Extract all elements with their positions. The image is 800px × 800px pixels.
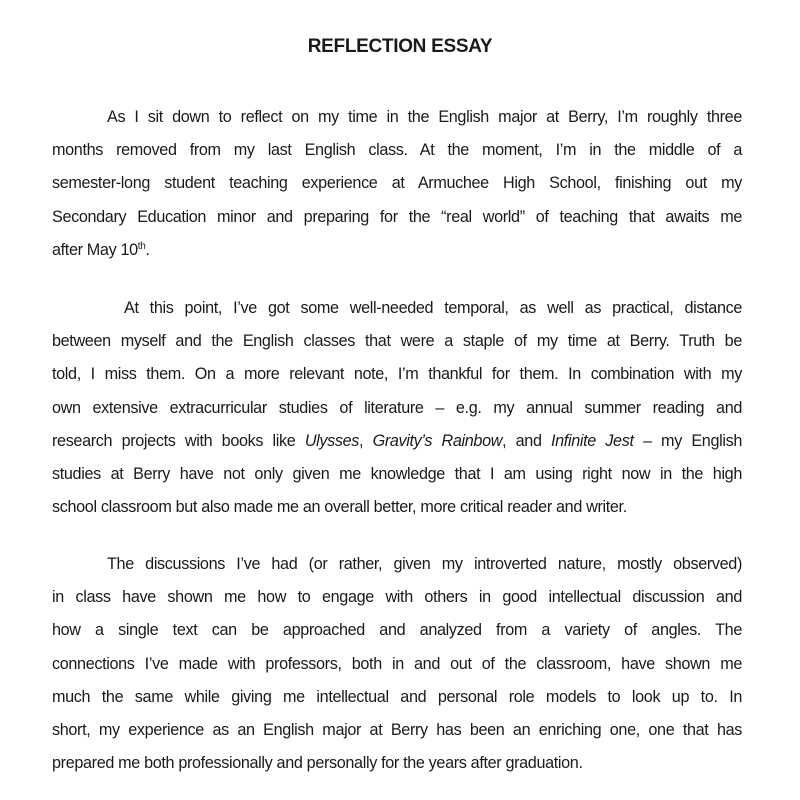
text-line: much the same while giving me intellectual and personal role models to look up to. In xyxy=(52,687,742,706)
text-line xyxy=(52,425,742,458)
text-line: semester-long student teaching experience at Armuchee High School, finishing out my xyxy=(52,174,742,193)
text-line xyxy=(52,234,742,267)
text-line: how a single text can be approached and analyzed from a variety of angles. The xyxy=(52,621,742,640)
text-line: At this point, I’ve got some well-needed temporal, as well as practical, distance xyxy=(124,299,742,317)
paragraph-3 xyxy=(52,548,742,780)
text-fragment: , and xyxy=(502,431,551,450)
text-fragment: research projects with books like xyxy=(52,431,305,450)
text-fragment: , xyxy=(359,431,373,450)
text-line: school classroom but also made me an overall better, more critical reader and writer. xyxy=(52,498,627,517)
book-title: Gravity’s Rainbow xyxy=(372,431,503,450)
text-line: in class have shown me how to engage with others in good intellectual discussion and xyxy=(52,588,742,607)
paragraph-1 xyxy=(52,101,742,267)
text-line: own extensive extracurricular studies of literature – e.g. my annual summer reading and xyxy=(52,398,742,417)
text-line: As I sit down to reflect on my time in the English major at Berry, I’m roughly three xyxy=(107,108,742,126)
text-line: short, my experience as an English major at Berry has been an enriching one, one that has xyxy=(52,720,742,739)
text-line: studies at Berry have not only given me knowledge that I am using right now in the high xyxy=(52,464,742,483)
paragraph-2 xyxy=(52,292,742,524)
text-line: Secondary Education minor and preparing for the “real world” of teaching that awaits me xyxy=(52,207,742,226)
text-line: told, I miss them. On a more relevant note, I’m thankful for them. In combination with my xyxy=(52,365,742,384)
essay-title: REFLECTION ESSAY xyxy=(307,36,493,57)
punctuation: . xyxy=(145,240,150,259)
superscript: th xyxy=(137,240,146,252)
text-line: The discussions I’ve had (or rather, given my introverted nature, mostly observed) xyxy=(107,555,742,573)
text-line: months removed from my last English class. At the moment, I’m in the middle of a xyxy=(52,141,742,160)
text-line: between myself and the English classes that were a staple of my time at Berry. Truth be xyxy=(52,332,742,351)
text-line: connections I’ve made with professors, both in and out of the classroom, have shown me xyxy=(52,654,742,673)
book-title: Infinite Jest xyxy=(551,431,634,450)
text-line: prepared me both professionally and personally for the years after graduation. xyxy=(52,754,583,773)
book-title: Ulysses xyxy=(304,431,360,450)
text-fragment: after May 10 xyxy=(52,240,138,259)
text-fragment: – my English xyxy=(633,431,742,450)
